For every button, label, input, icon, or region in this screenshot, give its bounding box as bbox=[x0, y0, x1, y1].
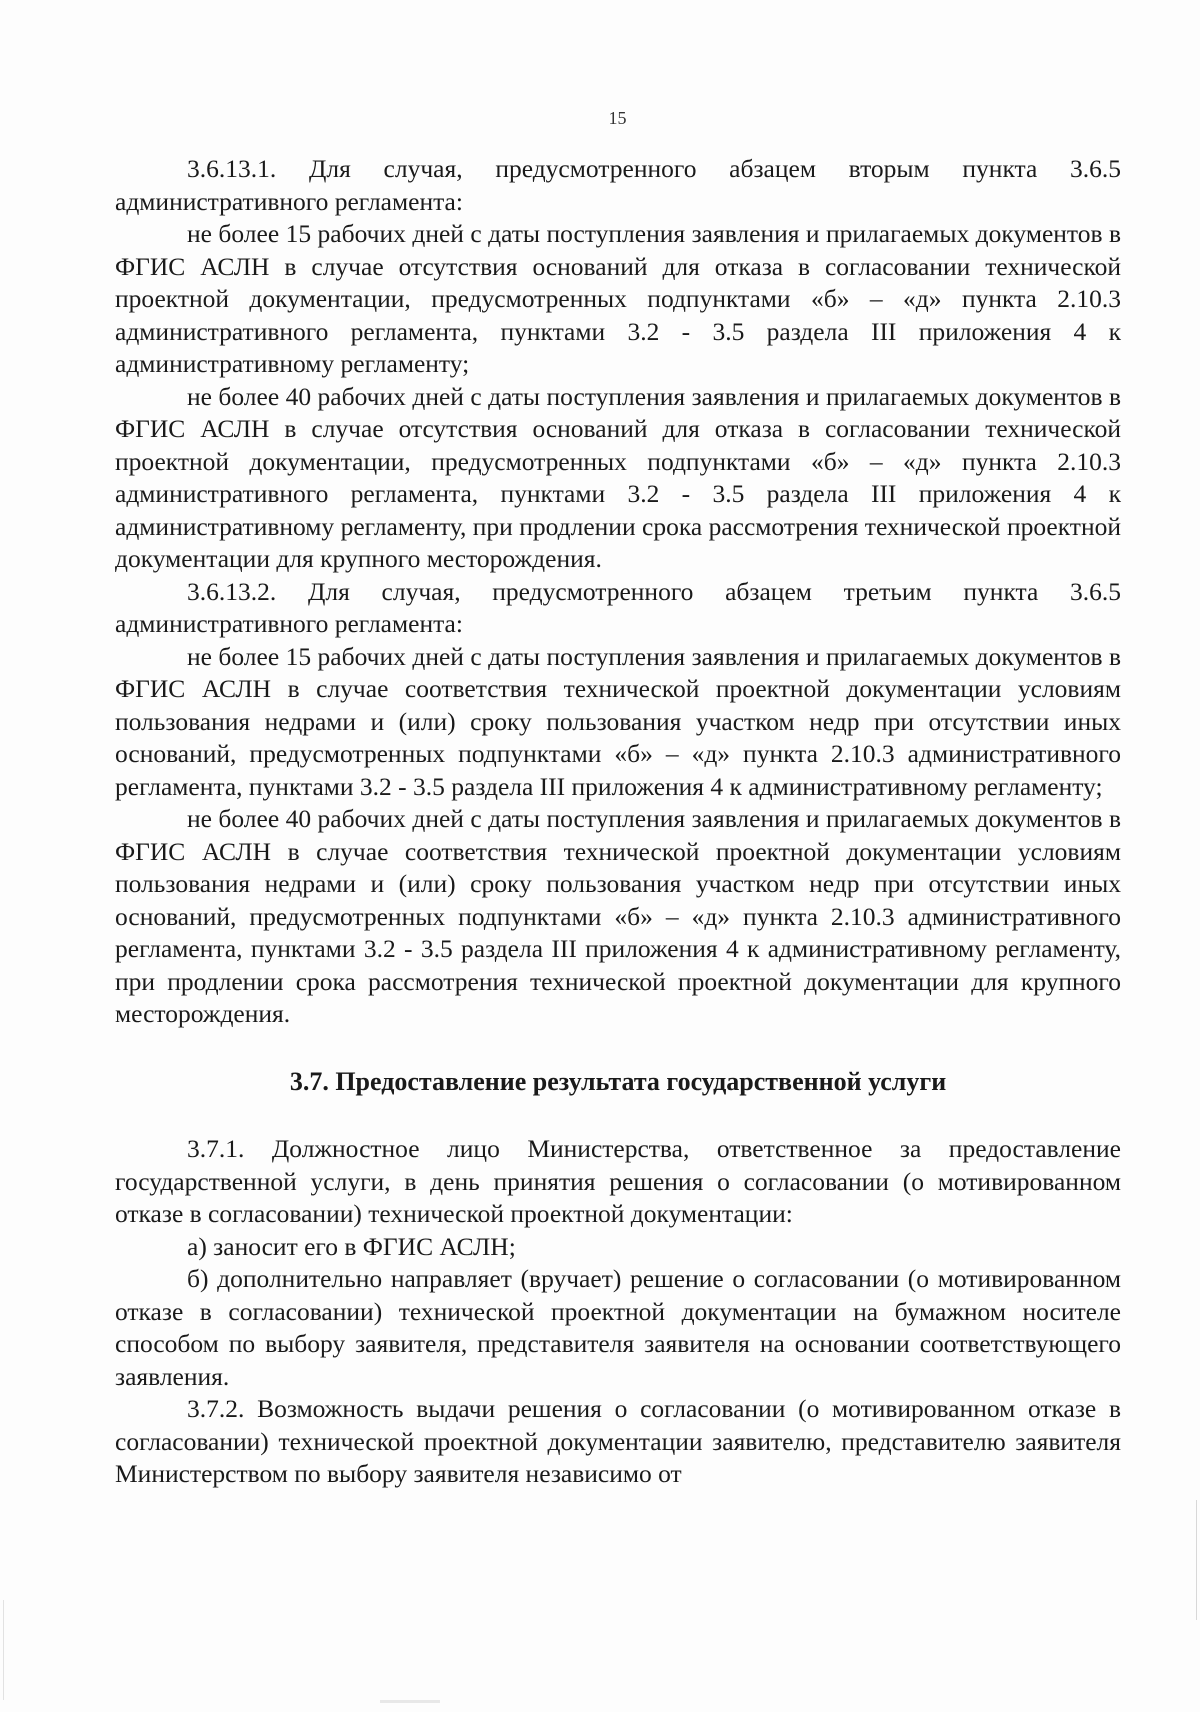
paragraph-3-7-2: 3.7.2. Возможность выдачи решения о согласовании (о мотивированном отказе в согласовании) технической проектной документации заявителю, представителю заявителя Министерством по выбору заявителя независимо от bbox=[115, 1394, 1121, 1488]
paragraph-item-a: а) заносит его в ФГИС АСЛН; bbox=[187, 1231, 516, 1261]
scan-edge-mark bbox=[3, 1600, 4, 1700]
paragraph-15-days-compliance: не более 15 рабочих дней с даты поступления заявления и прилагаемых документов в ФГИС АСЛН в случае соответствия технической проектной документации условиям пользования недрами и (или) сроку пользования участком недр при отсутствии иных оснований, предусмотренных подпунктами «б» – «д» пункта 2.10.3 административного регламента, пунктами 3.2 - 3.5 раздела III приложения 4 к административному регламенту; bbox=[115, 641, 1121, 801]
page-number: 15 bbox=[608, 108, 627, 128]
paragraph-3-6-13-2: 3.6.13.2. Для случая, предусмотренного абзацем третьим пункта 3.6.5 административного регламента: bbox=[115, 576, 1121, 638]
paragraph-15-days-absence: не более 15 рабочих дней с даты поступления заявления и прилагаемых документов в ФГИС АСЛН в случае отсутствия оснований для отказа в согласовании технической проектной документации, предусмотренных подпунктами «б» – «д» пункта 2.10.3 административного регламента, пунктами 3.2 - 3.5 раздела III приложения 4 к административному регламенту; bbox=[115, 219, 1121, 378]
paragraph-item-b: б) дополнительно направляет (вручает) решение о согласовании (о мотивированном отказе в согласовании) технической проектной документации на бумажном носителе способом по выбору заявителя, представителя заявителя на основании соответствующего заявления. bbox=[115, 1264, 1121, 1391]
scan-edge-mark bbox=[1196, 1500, 1197, 1620]
paragraph-40-days-compliance: не более 40 рабочих дней с даты поступления заявления и прилагаемых документов в ФГИС АСЛН в случае соответствия технической проектной документации условиям пользования недрами и (или) сроку пользования участком недр при отсутствии иных оснований, предусмотренных подпунктами «б» – «д» пункта 2.10.3 административного регламента, пунктами 3.2 - 3.5 раздела III приложения 4 к административному регламенту, при продлении срока рассмотрения технической проектной документации для крупного месторождения. bbox=[115, 804, 1121, 1028]
paragraph-40-days-absence: не более 40 рабочих дней с даты поступления заявления и прилагаемых документов в ФГИС АСЛН в случае отсутствия оснований для отказа в согласовании технической проектной документации, предусмотренных подпунктами «б» – «д» пункта 2.10.3 административного регламента, пунктами 3.2 - 3.5 раздела III приложения 4 к административному регламенту, при продлении срока рассмотрения технической проектной документации для крупного месторождения. bbox=[115, 381, 1121, 573]
section-heading: 3.7. Предоставление результата государственной услуги bbox=[289, 1066, 947, 1096]
paragraph-3-7-1: 3.7.1. Должностное лицо Министерства, ответственное за предоставление государственной услуги, в день принятия решения о согласовании (о мотивированном отказе в согласовании) технической проектной документации: bbox=[115, 1134, 1121, 1228]
scan-smudge bbox=[380, 1700, 440, 1703]
document-body bbox=[115, 153, 1121, 1491]
paragraph-3-6-13-1: 3.6.13.1. Для случая, предусмотренного абзацем вторым пункта 3.6.5 административного регламента: bbox=[115, 154, 1121, 216]
